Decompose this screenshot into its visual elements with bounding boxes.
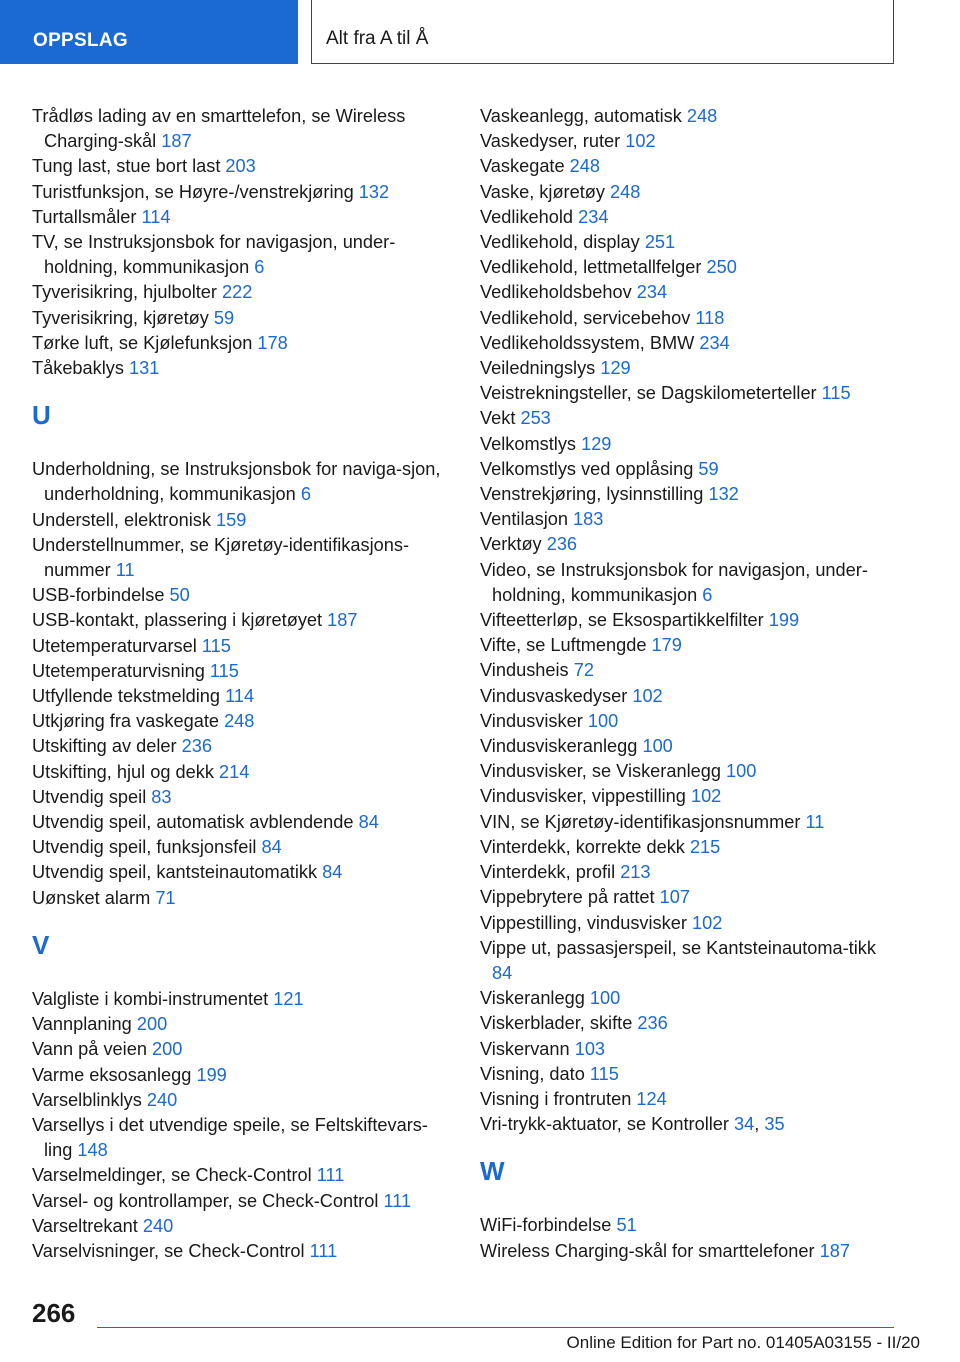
index-entry-text: Vedlikehold, servicebehov — [480, 307, 696, 328]
index-entry — [480, 658, 900, 683]
index-entry-text: Viskervann — [480, 1038, 575, 1059]
index-entry-text: TV, se Instruksjonsbok for navigasjon, under-holdning, kommunikasjon — [32, 232, 396, 278]
index-entry-text: Venstrekjøring, lysinnstilling — [480, 484, 709, 505]
index-entry-text: Utskifting av deler — [32, 736, 182, 757]
page-number: 266 — [32, 1298, 76, 1328]
index-entry-text: Vaske, kjøretøy — [480, 181, 611, 202]
index-entry-text: Understellnummer, se Kjøretøy-identifikasjons-nummer — [32, 534, 410, 581]
page-link[interactable]: 129 — [600, 358, 631, 379]
index-entry-text: Varsel- og kontrollamper, se Check-Control — [32, 1190, 384, 1211]
index-entry — [480, 280, 900, 305]
index-entry — [32, 1113, 452, 1163]
index-entry — [480, 1213, 900, 1238]
index-entry-text: Varselblinklys — [32, 1089, 147, 1110]
index-column-right — [480, 104, 900, 1264]
page-link[interactable]: 6 — [300, 484, 311, 505]
index-entry — [480, 1239, 900, 1264]
page-link[interactable]: 50 — [169, 585, 190, 606]
page-link[interactable]: 100 — [589, 988, 621, 1009]
index-entry-text: Viskerblader, skifte — [480, 1013, 638, 1034]
page-link[interactable]: 11 — [805, 811, 825, 832]
index-entry — [480, 734, 900, 759]
index-entry — [32, 760, 452, 785]
index-entry — [32, 987, 452, 1012]
index-entry-text: Varselmeldinger, se Check-Control — [32, 1165, 317, 1186]
index-entry-text: VIN, se Kjøretøy-identifikasjonsnummer — [480, 811, 806, 832]
index-entry — [32, 180, 452, 205]
page-link[interactable]: 71 — [155, 887, 176, 908]
index-entry-text: Vippe ut, passasjerspeil, se Kantsteinautoma-tikk — [480, 937, 876, 958]
index-entry — [480, 1011, 900, 1036]
index-entry — [32, 583, 452, 608]
index-entry-text: Visning i frontruten — [480, 1088, 637, 1109]
page-link[interactable]: 199 — [768, 610, 800, 631]
index-entry — [480, 558, 900, 608]
index-entry — [480, 129, 900, 154]
index-entry — [32, 1214, 452, 1239]
page-link[interactable]: 248 — [224, 711, 255, 732]
index-entry — [32, 1239, 452, 1264]
index-entry-text: Verktøy — [480, 534, 547, 555]
page-link[interactable]: 131 — [129, 358, 160, 379]
index-entry-text: Tørke luft, se Kjølefunksjon — [32, 332, 258, 353]
index-entry — [480, 356, 900, 381]
index-entry — [480, 684, 900, 709]
index-entry — [32, 154, 452, 179]
index-entry-text: Veiledningslys — [480, 358, 601, 379]
index-entry-text: Vindusvisker, se Viskeranlegg — [480, 761, 727, 782]
index-entry — [32, 205, 452, 230]
index-entry-text: Vindusvisker, vippestilling — [480, 786, 691, 807]
index-entry-text: Vinterdekk, profil — [480, 862, 621, 883]
index-entry-text: Vippestilling, vindusvisker — [480, 912, 692, 933]
index-entry — [480, 104, 900, 129]
page-link[interactable]: 251 — [644, 232, 676, 253]
page-link[interactable]: 102 — [691, 912, 723, 933]
index-entry — [480, 986, 900, 1011]
page-link[interactable]: 102 — [690, 786, 722, 807]
index-entry-text: Visning, dato — [480, 1063, 590, 1084]
index-entry — [480, 860, 900, 885]
page-link[interactable]: 72 — [573, 660, 594, 681]
index-entry-text: Utskifting, hjul og dekk — [32, 761, 220, 782]
index-entry-text: Vippebrytere på rattet — [480, 887, 660, 908]
page-link[interactable]: 83 — [151, 786, 172, 807]
section-tab — [0, 0, 298, 64]
page-link[interactable]: 240 — [142, 1215, 174, 1236]
page-link[interactable]: 159 — [215, 509, 247, 530]
page-link[interactable]: 118 — [695, 307, 725, 328]
index-letter-heading: U — [32, 400, 51, 431]
page-link[interactable]: 250 — [706, 257, 737, 278]
index-entry-text: Vindusheis — [480, 660, 574, 681]
index-entry — [32, 684, 452, 709]
index-entry — [32, 508, 452, 533]
index-entry-text: USB-forbindelse — [32, 585, 170, 606]
index-entry-text: Utvendig speil, kantsteinautomatikk — [32, 862, 323, 883]
page-link[interactable]: 234 — [636, 282, 668, 303]
index-entry — [32, 634, 452, 659]
index-entry-text: Tung last, stue bort last — [32, 156, 226, 177]
index-entry — [480, 1087, 900, 1112]
page-link[interactable]: 248 — [686, 106, 718, 126]
index-entry: Vri-trykk-aktuator, se Kontroller 34, 35 — [480, 1114, 785, 1135]
index-entry-text: Vifte, se Luftmengde — [480, 635, 652, 656]
page-link[interactable]: 111 — [309, 1240, 338, 1261]
index-entry-text: Vedlikehold, lettmetallfelger — [480, 257, 707, 278]
page-link[interactable]: 234 — [578, 206, 609, 227]
index-entry-text: Vekt — [480, 408, 521, 429]
index-entry-text: Vindusvaskedyser — [480, 685, 633, 706]
index-entry-text: Vedlikeholdsbehov — [480, 282, 637, 303]
index-entry — [32, 810, 452, 835]
index-entry — [32, 734, 452, 759]
page-link[interactable]: 103 — [574, 1038, 606, 1059]
index-entry — [480, 255, 900, 280]
index-entry-text: Utvendig speil, funksjonsfeil — [32, 837, 262, 858]
page-link[interactable]: 129 — [581, 433, 612, 454]
page-link[interactable]: 115 — [209, 660, 239, 681]
index-entry-text: Vannplaning — [32, 1014, 137, 1035]
page-link[interactable]: 114 — [225, 686, 255, 707]
index-entry-text: Vedlikehold, display — [480, 232, 645, 253]
page-link[interactable]: 115 — [821, 383, 851, 404]
index-entry — [480, 331, 900, 356]
page-link[interactable]: 213 — [620, 862, 651, 883]
page-link[interactable]: 84 — [322, 862, 343, 883]
index-entry — [32, 331, 452, 356]
index-entry — [32, 356, 452, 381]
index-letter-heading: W — [480, 1156, 505, 1187]
index-entry-text: Turtallsmåler — [32, 206, 142, 227]
page-link[interactable]: 115 — [589, 1063, 619, 1084]
index-entry — [480, 810, 900, 835]
index-entry — [32, 457, 452, 507]
index-entry-text: Video, se Instruksjonsbok for navigasjon, under-holdning, kommunikasjon — [480, 559, 868, 605]
page-link[interactable]: 114 — [141, 206, 171, 227]
page-link[interactable]: 84 — [492, 962, 513, 983]
index-entry-text: Tyverisikring, hjulbolter — [32, 282, 223, 303]
index-column-left — [32, 104, 452, 1264]
page-link[interactable]: 84 — [261, 837, 282, 858]
index-entry — [32, 835, 452, 860]
page-link[interactable]: 121 — [273, 988, 304, 1009]
index-entry-text: Underholdning, se Instruksjonsbok for naviga-sjon, underholdning, kommunikasjon — [32, 459, 441, 505]
index-entry — [32, 1088, 452, 1113]
page-link[interactable]: 111 — [383, 1190, 412, 1211]
page-link[interactable]: 236 — [546, 534, 578, 555]
footer-divider — [97, 1327, 894, 1328]
index-entry-text: Vri-trykk-aktuator, se Kontroller — [480, 1114, 735, 1135]
index-entry — [480, 381, 900, 406]
index-entry — [32, 1063, 452, 1088]
page-link[interactable]: 187 — [327, 610, 358, 631]
page-link[interactable]: 187 — [161, 131, 192, 152]
index-entry-text: Trådløs lading av en smarttelefon, se Wireless Charging-skål — [32, 106, 406, 152]
page-link[interactable]: 215 — [689, 836, 721, 857]
page-link[interactable]: 102 — [625, 131, 656, 152]
index-entry-text: Tyverisikring, kjøretøy — [32, 307, 214, 328]
index-entry — [480, 633, 900, 658]
page-link[interactable]: 59 — [213, 307, 235, 328]
page-link[interactable]: 178 — [257, 332, 288, 353]
index-entry — [32, 785, 452, 810]
index-entry — [480, 532, 900, 557]
page-link[interactable]: 59 — [698, 458, 719, 479]
page-link[interactable]: 236 — [637, 1013, 668, 1034]
index-entry — [32, 659, 452, 684]
index-entry-text: Utfyllende tekstmelding — [32, 686, 226, 707]
index-entry — [32, 533, 452, 583]
page-link[interactable]: 132 — [708, 484, 739, 505]
index-entry — [480, 406, 900, 431]
index-entry — [32, 1037, 452, 1062]
index-entry-text: Vann på veien — [32, 1039, 152, 1060]
index-entry-text: Valgliste i kombi-instrumentet — [32, 988, 274, 1009]
index-entry — [32, 230, 452, 280]
page-link[interactable]: 35 — [764, 1114, 785, 1135]
page-link[interactable]: 148 — [77, 1140, 108, 1161]
page-link[interactable]: 111 — [316, 1165, 345, 1186]
index-letter-heading: V — [32, 929, 50, 960]
page-link[interactable]: 199 — [196, 1064, 227, 1085]
index-entry — [480, 482, 900, 507]
index-entry-text: Veistrekningsteller, se Dagskilometerteller — [480, 383, 822, 404]
index-entry-text: Uønsket alarm — [32, 887, 156, 908]
index-entry — [480, 608, 900, 633]
page-link[interactable]: 248 — [610, 181, 641, 202]
index-entry — [480, 885, 900, 910]
index-entry-text: Varsellys i det utvendige speile, se Feltskiftevars-ling — [32, 1114, 428, 1161]
index-entry — [32, 1163, 452, 1188]
index-entry — [480, 835, 900, 860]
index-entry — [480, 911, 900, 936]
index-entry-text: Vaskegate — [480, 156, 570, 177]
index-entry — [480, 759, 900, 784]
page-link[interactable]: 107 — [659, 887, 690, 908]
chapter-title: Alt fra A til Å — [326, 28, 429, 49]
footer-text: Online Edition for Part no. 01405A03155 - II/20 — [566, 1333, 920, 1352]
index-entry-text: Velkomstlys — [480, 433, 582, 454]
index-entry-text: Varselvisninger, se Check-Control — [32, 1240, 310, 1261]
index-entry — [480, 154, 900, 179]
page-link[interactable]: 124 — [636, 1088, 667, 1109]
index-entry — [480, 507, 900, 532]
index-entry — [480, 432, 900, 457]
index-entry — [32, 1012, 452, 1037]
page-link[interactable]: 6 — [254, 257, 265, 278]
page-link[interactable]: 51 — [616, 1215, 637, 1236]
index-entry — [32, 1189, 452, 1214]
index-entry-text: Turistfunksjon, se Høyre-/venstrekjøring — [32, 181, 359, 202]
page-link[interactable]: 248 — [569, 156, 601, 177]
chapter-header — [311, 0, 894, 64]
index-entry — [480, 936, 900, 986]
index-entry — [480, 1062, 900, 1087]
page-link[interactable]: 234 — [699, 332, 730, 353]
page-link[interactable]: 100 — [726, 761, 757, 782]
index-entry-text: Tåkebaklys — [32, 358, 130, 379]
page-link[interactable]: 102 — [632, 685, 663, 706]
page-link[interactable]: 34 — [734, 1114, 755, 1135]
page-link[interactable]: 203 — [225, 156, 256, 177]
page-link[interactable]: 214 — [219, 761, 250, 782]
index-entry-text: Utetemperaturvarsel — [32, 635, 202, 656]
page-link[interactable]: 187 — [819, 1240, 850, 1261]
index-entry-text: Vedlikehold — [480, 206, 579, 227]
page-link[interactable]: 100 — [642, 736, 673, 757]
index-entry-text: USB-kontakt, plassering i kjøretøyet — [32, 610, 328, 631]
page-link[interactable]: 132 — [358, 181, 390, 202]
page-link[interactable]: 115 — [201, 635, 231, 656]
index-entry-text: Vifteetterløp, se Eksospartikkelfilter — [480, 610, 769, 631]
index-entry-text: Vindusvisker — [480, 710, 588, 731]
index-entry-text: Varme eksosanlegg — [32, 1064, 197, 1085]
index-entry-text: Wireless Charging-skål for smarttelefoner — [480, 1240, 820, 1261]
index-entry-text: Viskeranlegg — [480, 988, 590, 1009]
index-entry-text: Vaskeanlegg, automatisk — [480, 106, 687, 126]
page-link[interactable]: 222 — [222, 282, 253, 303]
index-entry-text: Utvendig speil, automatisk avblendende — [32, 812, 359, 833]
index-entry-text: Utetemperaturvisning — [32, 660, 210, 681]
page-link[interactable]: 84 — [358, 812, 379, 833]
page-link[interactable]: 6 — [702, 584, 713, 605]
index-entry — [480, 1037, 900, 1062]
index-entry-text: Understell, elektronisk — [32, 509, 216, 530]
index-entry — [32, 280, 452, 305]
index-entry — [32, 306, 452, 331]
index-entry — [32, 104, 452, 154]
index-entry — [480, 784, 900, 809]
index-entry-text: Utkjøring fra vaskegate — [32, 711, 225, 732]
index-entry — [480, 180, 900, 205]
page-link[interactable]: 183 — [573, 509, 604, 530]
section-title: OPPSLAG — [33, 30, 129, 51]
page-link[interactable]: 240 — [146, 1089, 178, 1110]
page-link[interactable]: 100 — [587, 710, 619, 731]
index-entry — [32, 886, 452, 911]
index-entry-text: Velkomstlys ved opplåsing — [480, 458, 699, 479]
index-entry-text: Utvendig speil — [32, 786, 152, 807]
index-entry — [480, 709, 900, 734]
page-link[interactable]: 200 — [136, 1014, 168, 1035]
index-entry — [32, 709, 452, 734]
index-entry — [480, 306, 900, 331]
page-link[interactable]: 200 — [152, 1039, 183, 1060]
page-link[interactable]: 179 — [651, 635, 682, 656]
index-entry-text: Vinterdekk, korrekte dekk — [480, 836, 690, 857]
page-link[interactable]: 236 — [181, 736, 212, 757]
index-entry — [32, 860, 452, 885]
page-link[interactable]: 11 — [115, 560, 135, 581]
index-entry — [480, 230, 900, 255]
index-entry-text: Vedlikeholdssystem, BMW — [480, 332, 700, 353]
index-entry-text: Ventilasjon — [480, 509, 574, 530]
index-entry-text: Vindusviskeranlegg — [480, 736, 643, 757]
index-entry — [480, 205, 900, 230]
index-entry — [480, 457, 900, 482]
index-entry-text: WiFi-forbindelse — [480, 1215, 617, 1236]
index-entry-text: Vaskedyser, ruter — [480, 131, 626, 152]
index-entry-text: Varseltrekant — [32, 1215, 143, 1236]
page-link[interactable]: 253 — [520, 408, 551, 429]
index-entry — [32, 608, 452, 633]
